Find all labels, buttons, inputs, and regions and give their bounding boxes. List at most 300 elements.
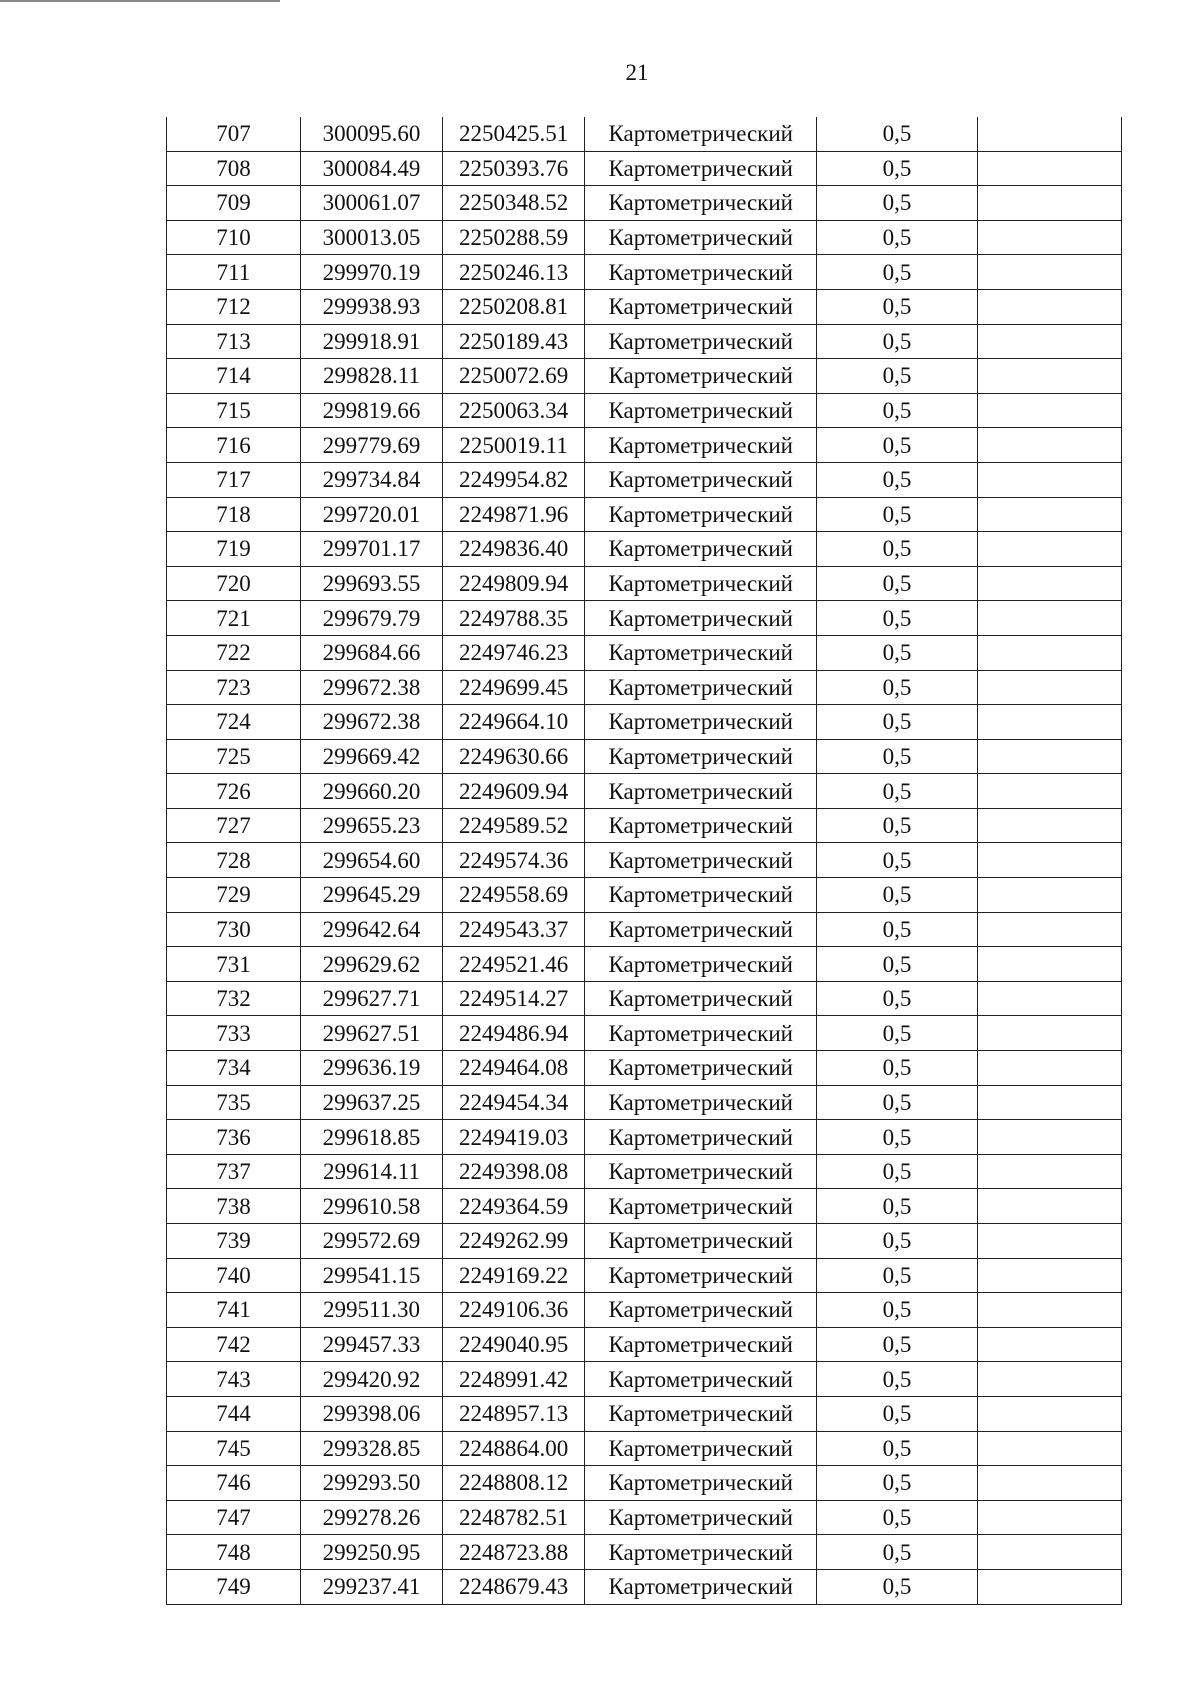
point-number-cell: 732 xyxy=(167,981,301,1016)
note-cell xyxy=(977,393,1121,428)
x-coordinate-cell: 299629.62 xyxy=(300,947,442,982)
point-number-cell: 729 xyxy=(167,878,301,913)
accuracy-cell: 0,5 xyxy=(817,774,978,809)
table-row xyxy=(167,1327,1122,1362)
method-cell: Картометрический xyxy=(585,808,817,843)
x-coordinate-cell: 299779.69 xyxy=(300,428,442,463)
accuracy-cell: 0,5 xyxy=(817,151,978,186)
y-coordinate-cell: 2250246.13 xyxy=(443,255,585,290)
note-cell xyxy=(977,635,1121,670)
y-coordinate-cell: 2249040.95 xyxy=(443,1327,585,1362)
table-row xyxy=(167,1431,1122,1466)
y-coordinate-cell: 2250063.34 xyxy=(443,393,585,428)
table-row xyxy=(167,220,1122,255)
accuracy-cell: 0,5 xyxy=(817,1154,978,1189)
table-row xyxy=(167,739,1122,774)
coordinates-table-wrapper xyxy=(166,117,1122,1605)
y-coordinate-cell: 2249398.08 xyxy=(443,1154,585,1189)
x-coordinate-cell: 299645.29 xyxy=(300,878,442,913)
method-cell: Картометрический xyxy=(585,117,817,151)
note-cell xyxy=(977,1051,1121,1086)
table-row xyxy=(167,289,1122,324)
accuracy-cell: 0,5 xyxy=(817,497,978,532)
x-coordinate-cell: 299819.66 xyxy=(300,393,442,428)
x-coordinate-cell: 299614.11 xyxy=(300,1154,442,1189)
y-coordinate-cell: 2249521.46 xyxy=(443,947,585,982)
point-number-cell: 721 xyxy=(167,601,301,636)
method-cell: Картометрический xyxy=(585,981,817,1016)
y-coordinate-cell: 2249486.94 xyxy=(443,1016,585,1051)
table-row xyxy=(167,532,1122,567)
y-coordinate-cell: 2248679.43 xyxy=(443,1569,585,1604)
accuracy-cell: 0,5 xyxy=(817,739,978,774)
y-coordinate-cell: 2249589.52 xyxy=(443,808,585,843)
x-coordinate-cell: 299828.11 xyxy=(300,359,442,394)
y-coordinate-cell: 2248782.51 xyxy=(443,1500,585,1535)
table-row xyxy=(167,1258,1122,1293)
y-coordinate-cell: 2250208.81 xyxy=(443,289,585,324)
x-coordinate-cell: 300084.49 xyxy=(300,151,442,186)
accuracy-cell: 0,5 xyxy=(817,1258,978,1293)
point-number-cell: 734 xyxy=(167,1051,301,1086)
note-cell xyxy=(977,947,1121,982)
point-number-cell: 713 xyxy=(167,324,301,359)
accuracy-cell: 0,5 xyxy=(817,947,978,982)
note-cell xyxy=(977,808,1121,843)
y-coordinate-cell: 2249106.36 xyxy=(443,1293,585,1328)
x-coordinate-cell: 299278.26 xyxy=(300,1500,442,1535)
accuracy-cell: 0,5 xyxy=(817,532,978,567)
x-coordinate-cell: 299672.38 xyxy=(300,670,442,705)
x-coordinate-cell: 300061.07 xyxy=(300,186,442,221)
point-number-cell: 723 xyxy=(167,670,301,705)
note-cell xyxy=(977,1258,1121,1293)
method-cell: Картометрический xyxy=(585,635,817,670)
table-row xyxy=(167,981,1122,1016)
point-number-cell: 716 xyxy=(167,428,301,463)
accuracy-cell: 0,5 xyxy=(817,808,978,843)
accuracy-cell: 0,5 xyxy=(817,1431,978,1466)
x-coordinate-cell: 299398.06 xyxy=(300,1396,442,1431)
table-row xyxy=(167,601,1122,636)
y-coordinate-cell: 2249464.08 xyxy=(443,1051,585,1086)
x-coordinate-cell: 299637.25 xyxy=(300,1085,442,1120)
accuracy-cell: 0,5 xyxy=(817,1327,978,1362)
method-cell: Картометрический xyxy=(585,1189,817,1224)
note-cell xyxy=(977,497,1121,532)
x-coordinate-cell: 299618.85 xyxy=(300,1120,442,1155)
y-coordinate-cell: 2250019.11 xyxy=(443,428,585,463)
method-cell: Картометрический xyxy=(585,1431,817,1466)
note-cell xyxy=(977,739,1121,774)
table-row xyxy=(167,1569,1122,1604)
x-coordinate-cell: 299970.19 xyxy=(300,255,442,290)
y-coordinate-cell: 2250393.76 xyxy=(443,151,585,186)
note-cell xyxy=(977,1189,1121,1224)
y-coordinate-cell: 2248864.00 xyxy=(443,1431,585,1466)
x-coordinate-cell: 299672.38 xyxy=(300,705,442,740)
note-cell xyxy=(977,186,1121,221)
note-cell xyxy=(977,566,1121,601)
coordinates-table-body xyxy=(167,117,1122,1604)
x-coordinate-cell: 299572.69 xyxy=(300,1224,442,1259)
note-cell xyxy=(977,255,1121,290)
x-coordinate-cell: 299734.84 xyxy=(300,462,442,497)
method-cell: Картометрический xyxy=(585,1466,817,1501)
note-cell xyxy=(977,1224,1121,1259)
x-coordinate-cell: 299642.64 xyxy=(300,912,442,947)
point-number-cell: 728 xyxy=(167,843,301,878)
y-coordinate-cell: 2250425.51 xyxy=(443,117,585,151)
y-coordinate-cell: 2249543.37 xyxy=(443,912,585,947)
point-number-cell: 722 xyxy=(167,635,301,670)
note-cell xyxy=(977,462,1121,497)
x-coordinate-cell: 299655.23 xyxy=(300,808,442,843)
method-cell: Картометрический xyxy=(585,1500,817,1535)
table-row xyxy=(167,1085,1122,1120)
point-number-cell: 717 xyxy=(167,462,301,497)
point-number-cell: 746 xyxy=(167,1466,301,1501)
method-cell: Картометрический xyxy=(585,1396,817,1431)
method-cell: Картометрический xyxy=(585,1293,817,1328)
note-cell xyxy=(977,1466,1121,1501)
accuracy-cell: 0,5 xyxy=(817,1085,978,1120)
y-coordinate-cell: 2249871.96 xyxy=(443,497,585,532)
table-row xyxy=(167,255,1122,290)
note-cell xyxy=(977,774,1121,809)
table-row xyxy=(167,462,1122,497)
point-number-cell: 711 xyxy=(167,255,301,290)
table-row xyxy=(167,186,1122,221)
x-coordinate-cell: 299250.95 xyxy=(300,1535,442,1570)
note-cell xyxy=(977,1016,1121,1051)
x-coordinate-cell: 299457.33 xyxy=(300,1327,442,1362)
method-cell: Картометрический xyxy=(585,359,817,394)
accuracy-cell: 0,5 xyxy=(817,1569,978,1604)
accuracy-cell: 0,5 xyxy=(817,601,978,636)
table-row xyxy=(167,1396,1122,1431)
note-cell xyxy=(977,428,1121,463)
y-coordinate-cell: 2249262.99 xyxy=(443,1224,585,1259)
method-cell: Картометрический xyxy=(585,601,817,636)
x-coordinate-cell: 299654.60 xyxy=(300,843,442,878)
point-number-cell: 740 xyxy=(167,1258,301,1293)
note-cell xyxy=(977,1154,1121,1189)
x-coordinate-cell: 299679.79 xyxy=(300,601,442,636)
x-coordinate-cell: 299237.41 xyxy=(300,1569,442,1604)
table-row xyxy=(167,566,1122,601)
y-coordinate-cell: 2248957.13 xyxy=(443,1396,585,1431)
x-coordinate-cell: 299660.20 xyxy=(300,774,442,809)
point-number-cell: 749 xyxy=(167,1569,301,1604)
method-cell: Картометрический xyxy=(585,566,817,601)
method-cell: Картометрический xyxy=(585,1258,817,1293)
accuracy-cell: 0,5 xyxy=(817,186,978,221)
note-cell xyxy=(977,1431,1121,1466)
accuracy-cell: 0,5 xyxy=(817,912,978,947)
table-row xyxy=(167,393,1122,428)
note-cell xyxy=(977,1569,1121,1604)
note-cell xyxy=(977,1293,1121,1328)
x-coordinate-cell: 299627.71 xyxy=(300,981,442,1016)
note-cell xyxy=(977,1327,1121,1362)
note-cell xyxy=(977,324,1121,359)
note-cell xyxy=(977,151,1121,186)
point-number-cell: 709 xyxy=(167,186,301,221)
table-row xyxy=(167,1120,1122,1155)
method-cell: Картометрический xyxy=(585,393,817,428)
x-coordinate-cell: 299610.58 xyxy=(300,1189,442,1224)
table-row xyxy=(167,428,1122,463)
table-row xyxy=(167,635,1122,670)
y-coordinate-cell: 2250072.69 xyxy=(443,359,585,394)
method-cell: Картометрический xyxy=(585,774,817,809)
accuracy-cell: 0,5 xyxy=(817,670,978,705)
table-row xyxy=(167,1016,1122,1051)
method-cell: Картометрический xyxy=(585,532,817,567)
accuracy-cell: 0,5 xyxy=(817,1535,978,1570)
note-cell xyxy=(977,1500,1121,1535)
point-number-cell: 727 xyxy=(167,808,301,843)
point-number-cell: 725 xyxy=(167,739,301,774)
point-number-cell: 719 xyxy=(167,532,301,567)
y-coordinate-cell: 2250189.43 xyxy=(443,324,585,359)
note-cell xyxy=(977,1085,1121,1120)
accuracy-cell: 0,5 xyxy=(817,1466,978,1501)
method-cell: Картометрический xyxy=(585,670,817,705)
table-row xyxy=(167,1535,1122,1570)
point-number-cell: 742 xyxy=(167,1327,301,1362)
table-row xyxy=(167,1224,1122,1259)
accuracy-cell: 0,5 xyxy=(817,1189,978,1224)
y-coordinate-cell: 2249954.82 xyxy=(443,462,585,497)
point-number-cell: 748 xyxy=(167,1535,301,1570)
method-cell: Картометрический xyxy=(585,878,817,913)
point-number-cell: 733 xyxy=(167,1016,301,1051)
y-coordinate-cell: 2249630.66 xyxy=(443,739,585,774)
point-number-cell: 718 xyxy=(167,497,301,532)
x-coordinate-cell: 299627.51 xyxy=(300,1016,442,1051)
table-row xyxy=(167,912,1122,947)
y-coordinate-cell: 2248723.88 xyxy=(443,1535,585,1570)
point-number-cell: 714 xyxy=(167,359,301,394)
method-cell: Картометрический xyxy=(585,739,817,774)
point-number-cell: 735 xyxy=(167,1085,301,1120)
table-row xyxy=(167,359,1122,394)
note-cell xyxy=(977,289,1121,324)
point-number-cell: 743 xyxy=(167,1362,301,1397)
x-coordinate-cell: 300095.60 xyxy=(300,117,442,151)
point-number-cell: 736 xyxy=(167,1120,301,1155)
y-coordinate-cell: 2249169.22 xyxy=(443,1258,585,1293)
y-coordinate-cell: 2249419.03 xyxy=(443,1120,585,1155)
note-cell xyxy=(977,878,1121,913)
note-cell xyxy=(977,1362,1121,1397)
point-number-cell: 747 xyxy=(167,1500,301,1535)
method-cell: Картометрический xyxy=(585,1327,817,1362)
y-coordinate-cell: 2249558.69 xyxy=(443,878,585,913)
table-row xyxy=(167,1051,1122,1086)
point-number-cell: 741 xyxy=(167,1293,301,1328)
x-coordinate-cell: 299511.30 xyxy=(300,1293,442,1328)
y-coordinate-cell: 2248808.12 xyxy=(443,1466,585,1501)
note-cell xyxy=(977,1120,1121,1155)
table-row xyxy=(167,808,1122,843)
coordinates-table xyxy=(166,117,1122,1605)
method-cell: Картометрический xyxy=(585,1569,817,1604)
accuracy-cell: 0,5 xyxy=(817,1224,978,1259)
accuracy-cell: 0,5 xyxy=(817,428,978,463)
note-cell xyxy=(977,912,1121,947)
accuracy-cell: 0,5 xyxy=(817,220,978,255)
accuracy-cell: 0,5 xyxy=(817,1051,978,1086)
point-number-cell: 731 xyxy=(167,947,301,982)
y-coordinate-cell: 2248991.42 xyxy=(443,1362,585,1397)
method-cell: Картометрический xyxy=(585,1051,817,1086)
point-number-cell: 737 xyxy=(167,1154,301,1189)
point-number-cell: 726 xyxy=(167,774,301,809)
method-cell: Картометрический xyxy=(585,255,817,290)
point-number-cell: 730 xyxy=(167,912,301,947)
accuracy-cell: 0,5 xyxy=(817,1293,978,1328)
y-coordinate-cell: 2249514.27 xyxy=(443,981,585,1016)
y-coordinate-cell: 2249574.36 xyxy=(443,843,585,878)
x-coordinate-cell: 299684.66 xyxy=(300,635,442,670)
accuracy-cell: 0,5 xyxy=(817,324,978,359)
method-cell: Картометрический xyxy=(585,1362,817,1397)
method-cell: Картометрический xyxy=(585,912,817,947)
method-cell: Картометрический xyxy=(585,1224,817,1259)
note-cell xyxy=(977,981,1121,1016)
y-coordinate-cell: 2249609.94 xyxy=(443,774,585,809)
note-cell xyxy=(977,117,1121,151)
table-row xyxy=(167,1154,1122,1189)
accuracy-cell: 0,5 xyxy=(817,843,978,878)
note-cell xyxy=(977,220,1121,255)
point-number-cell: 710 xyxy=(167,220,301,255)
point-number-cell: 707 xyxy=(167,117,301,151)
y-coordinate-cell: 2249788.35 xyxy=(443,601,585,636)
note-cell xyxy=(977,1535,1121,1570)
point-number-cell: 712 xyxy=(167,289,301,324)
method-cell: Картометрический xyxy=(585,705,817,740)
table-row xyxy=(167,774,1122,809)
note-cell xyxy=(977,670,1121,705)
accuracy-cell: 0,5 xyxy=(817,1120,978,1155)
table-row xyxy=(167,497,1122,532)
accuracy-cell: 0,5 xyxy=(817,359,978,394)
y-coordinate-cell: 2250288.59 xyxy=(443,220,585,255)
method-cell: Картометрический xyxy=(585,324,817,359)
method-cell: Картометрический xyxy=(585,1535,817,1570)
point-number-cell: 724 xyxy=(167,705,301,740)
method-cell: Картометрический xyxy=(585,497,817,532)
note-cell xyxy=(977,843,1121,878)
method-cell: Картометрический xyxy=(585,151,817,186)
table-row xyxy=(167,705,1122,740)
y-coordinate-cell: 2249454.34 xyxy=(443,1085,585,1120)
table-row xyxy=(167,151,1122,186)
accuracy-cell: 0,5 xyxy=(817,117,978,151)
note-cell xyxy=(977,532,1121,567)
note-cell xyxy=(977,1396,1121,1431)
method-cell: Картометрический xyxy=(585,1085,817,1120)
y-coordinate-cell: 2249836.40 xyxy=(443,532,585,567)
method-cell: Картометрический xyxy=(585,220,817,255)
accuracy-cell: 0,5 xyxy=(817,462,978,497)
point-number-cell: 708 xyxy=(167,151,301,186)
point-number-cell: 738 xyxy=(167,1189,301,1224)
method-cell: Картометрический xyxy=(585,947,817,982)
method-cell: Картометрический xyxy=(585,462,817,497)
table-row xyxy=(167,1362,1122,1397)
x-coordinate-cell: 299720.01 xyxy=(300,497,442,532)
y-coordinate-cell: 2250348.52 xyxy=(443,186,585,221)
table-row xyxy=(167,1500,1122,1535)
method-cell: Картометрический xyxy=(585,1016,817,1051)
y-coordinate-cell: 2249664.10 xyxy=(443,705,585,740)
x-coordinate-cell: 299328.85 xyxy=(300,1431,442,1466)
method-cell: Картометрический xyxy=(585,843,817,878)
x-coordinate-cell: 299938.93 xyxy=(300,289,442,324)
accuracy-cell: 0,5 xyxy=(817,878,978,913)
table-row xyxy=(167,878,1122,913)
note-cell xyxy=(977,359,1121,394)
y-coordinate-cell: 2249809.94 xyxy=(443,566,585,601)
accuracy-cell: 0,5 xyxy=(817,1396,978,1431)
point-number-cell: 744 xyxy=(167,1396,301,1431)
table-row xyxy=(167,1189,1122,1224)
x-coordinate-cell: 299293.50 xyxy=(300,1466,442,1501)
table-row xyxy=(167,947,1122,982)
method-cell: Картометрический xyxy=(585,428,817,463)
y-coordinate-cell: 2249699.45 xyxy=(443,670,585,705)
accuracy-cell: 0,5 xyxy=(817,289,978,324)
x-coordinate-cell: 299669.42 xyxy=(300,739,442,774)
x-coordinate-cell: 299693.55 xyxy=(300,566,442,601)
accuracy-cell: 0,5 xyxy=(817,1362,978,1397)
x-coordinate-cell: 300013.05 xyxy=(300,220,442,255)
accuracy-cell: 0,5 xyxy=(817,393,978,428)
x-coordinate-cell: 299636.19 xyxy=(300,1051,442,1086)
table-row xyxy=(167,670,1122,705)
table-row xyxy=(167,324,1122,359)
accuracy-cell: 0,5 xyxy=(817,705,978,740)
x-coordinate-cell: 299701.17 xyxy=(300,532,442,567)
note-cell xyxy=(977,601,1121,636)
method-cell: Картометрический xyxy=(585,1120,817,1155)
point-number-cell: 715 xyxy=(167,393,301,428)
table-row xyxy=(167,1466,1122,1501)
method-cell: Картометрический xyxy=(585,186,817,221)
accuracy-cell: 0,5 xyxy=(817,981,978,1016)
scan-edge-mark xyxy=(0,0,280,2)
note-cell xyxy=(977,705,1121,740)
table-row xyxy=(167,1293,1122,1328)
point-number-cell: 739 xyxy=(167,1224,301,1259)
accuracy-cell: 0,5 xyxy=(817,255,978,290)
point-number-cell: 720 xyxy=(167,566,301,601)
method-cell: Картометрический xyxy=(585,1154,817,1189)
x-coordinate-cell: 299918.91 xyxy=(300,324,442,359)
page-number: 21 xyxy=(625,60,649,85)
x-coordinate-cell: 299541.15 xyxy=(300,1258,442,1293)
accuracy-cell: 0,5 xyxy=(817,635,978,670)
x-coordinate-cell: 299420.92 xyxy=(300,1362,442,1397)
table-row xyxy=(167,843,1122,878)
method-cell: Картометрический xyxy=(585,289,817,324)
y-coordinate-cell: 2249364.59 xyxy=(443,1189,585,1224)
